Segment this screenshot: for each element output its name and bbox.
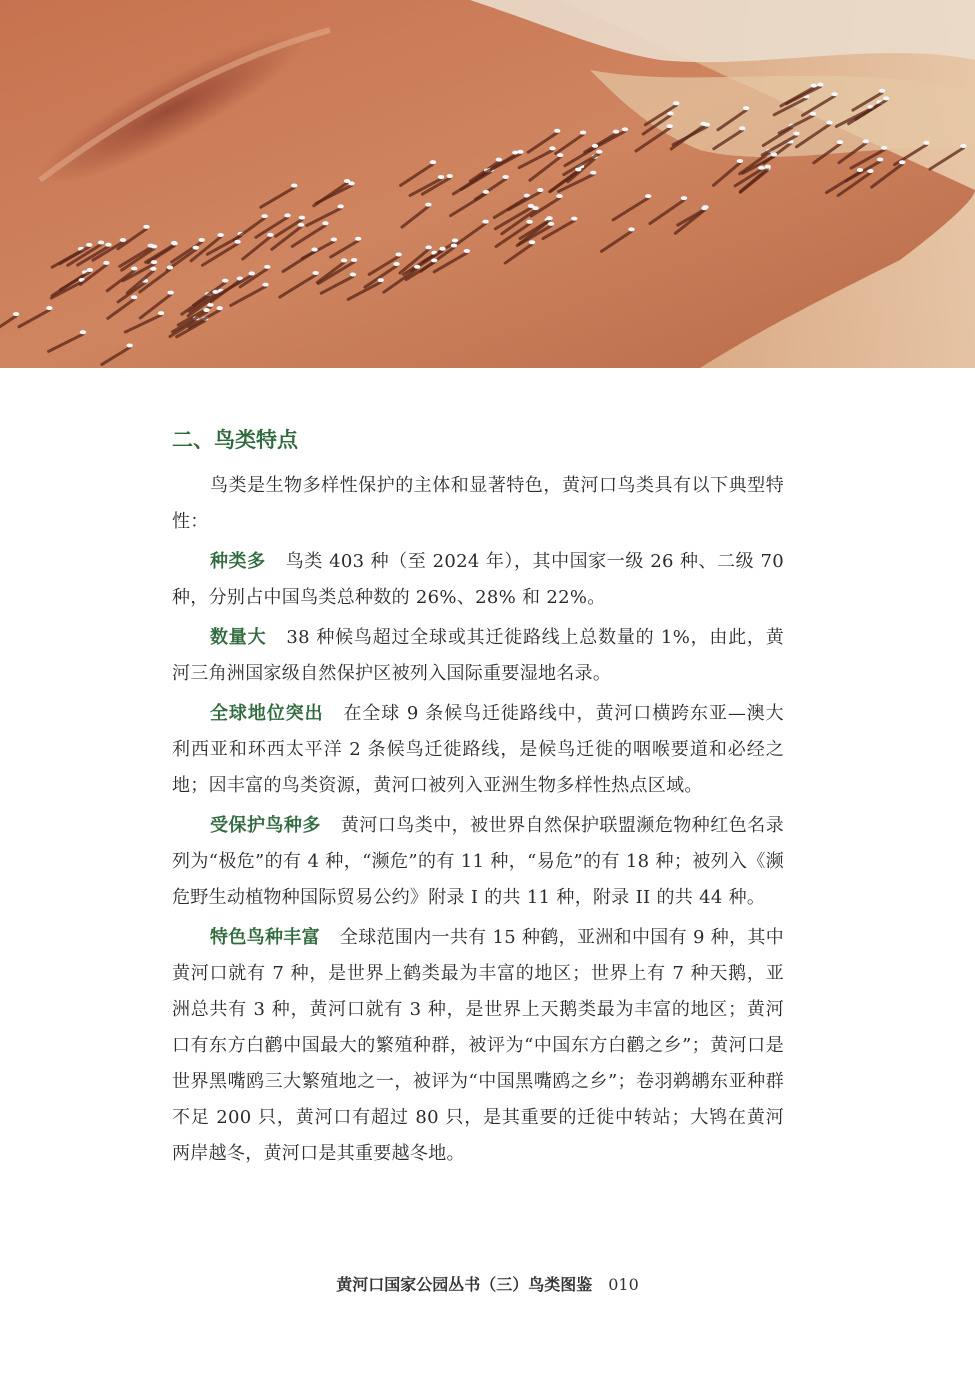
bird (351, 258, 357, 262)
bird (923, 141, 929, 145)
bird (87, 268, 93, 272)
feature-paragraph-characteristic-species (172, 920, 784, 1172)
bird (532, 206, 538, 210)
bird (483, 190, 489, 194)
bird (337, 204, 343, 208)
bird (261, 214, 267, 218)
feature-keyword: 数量大 (210, 627, 267, 648)
section-title: 二、鸟类特点 (172, 428, 298, 452)
bird (151, 260, 157, 264)
bird (438, 175, 444, 179)
bird (877, 157, 883, 161)
bird (312, 271, 318, 275)
bird (580, 131, 586, 135)
bird (344, 179, 350, 183)
bird (645, 194, 651, 198)
feature-keyword: 受保护鸟种多 (210, 815, 321, 836)
page-number: 010 (608, 1275, 639, 1294)
bird (341, 258, 347, 262)
bird (613, 130, 619, 134)
bird (452, 238, 458, 242)
bird (447, 174, 453, 178)
feature-keyword: 特色鸟种丰富 (210, 927, 320, 948)
bird (704, 123, 710, 127)
bird (673, 101, 679, 105)
bird (193, 246, 199, 250)
bird (430, 160, 436, 164)
bird (960, 144, 966, 148)
bird (350, 273, 356, 277)
bird (590, 171, 596, 175)
bird (395, 252, 401, 256)
bird (355, 237, 361, 241)
bird (517, 150, 523, 154)
feature-text: 黄河口鸟类中，被世界自然保护联盟濒危物种红色名录列为“极危”的有 4 种，“濒危”的有 11 种，“易危”的有 18 种；被列入《濒危野生动植物种国际贸易公约》附录 I 的共 11 种，附录 II 的共 44 种。 (172, 815, 784, 908)
bird (596, 150, 602, 154)
bird (793, 132, 799, 136)
bird (451, 243, 457, 247)
bird (431, 258, 437, 262)
footer-series-title: 黄河口国家公园丛书（三）鸟类图鉴 (336, 1275, 593, 1294)
bird (883, 96, 889, 100)
bird (556, 194, 562, 198)
bird (666, 124, 672, 128)
bird (217, 233, 223, 237)
bird (837, 140, 843, 144)
tidal-flat-illustration (0, 0, 975, 368)
bird (207, 303, 213, 307)
bird (464, 249, 470, 253)
bird (771, 153, 777, 157)
bird (98, 241, 104, 245)
bird (103, 261, 109, 265)
page-footer (0, 1272, 975, 1295)
bird (881, 146, 887, 150)
bird (171, 241, 177, 245)
bird (667, 111, 673, 115)
bird (299, 216, 305, 220)
bird (496, 158, 502, 162)
bird (126, 343, 132, 347)
bird (262, 283, 268, 287)
bird (826, 121, 832, 125)
bird (529, 240, 535, 244)
intro-paragraph: 鸟类是生物多样性保护的主体和显著特色，黄河口鸟类具有以下典型特性： (172, 475, 784, 532)
bird (817, 83, 823, 87)
feature-keyword: 全球地位突出 (210, 703, 324, 724)
bird (167, 266, 173, 270)
bird (425, 245, 431, 249)
bird (622, 127, 628, 131)
bird (548, 222, 554, 226)
bird (393, 262, 399, 266)
bird (13, 312, 19, 316)
bird (831, 92, 837, 96)
bird (765, 165, 771, 169)
bird (311, 248, 317, 252)
feature-paragraph-species (172, 544, 784, 616)
bird (322, 221, 328, 225)
bird (131, 267, 137, 271)
bird (212, 290, 218, 294)
bird (80, 330, 86, 334)
bird (105, 243, 111, 247)
bird (267, 233, 273, 237)
bird (554, 129, 560, 133)
bird (203, 308, 209, 312)
feature-text: 鸟类 403 种（至 2024 年），其中国家一级 26 种、二级 70 种，分别占中国鸟类总种数的 26%、28% 和 22%。 (172, 551, 784, 608)
bird (810, 112, 816, 116)
bird (216, 306, 222, 310)
bird (526, 220, 532, 224)
feature-text: 在全球 9 条候鸟迁徙路线中，黄河口横跨东亚—澳大利西亚和环西太平洋 2 条候鸟迁徙路线，是候鸟迁徙的咽喉要道和必经之地；因丰富的鸟类资源，黄河口被列入亚洲生物多样性热点区域。 (172, 703, 784, 796)
bird (143, 225, 149, 229)
bird (167, 291, 173, 295)
bird (857, 168, 863, 172)
bird (549, 146, 555, 150)
bird (131, 295, 137, 299)
bird (414, 265, 420, 269)
bird (86, 243, 92, 247)
bird (264, 265, 270, 269)
bird (592, 144, 598, 148)
bird (557, 153, 563, 157)
bird (546, 216, 552, 220)
bird (739, 126, 745, 130)
bird (482, 220, 488, 224)
bird (575, 167, 581, 171)
feature-text: 38 种候鸟超过全球或其迁徙路线上总数量的 1%，由此，黄河三角洲国家级自然保护区被列入国际重要湿地名录。 (172, 627, 784, 684)
bird (701, 206, 707, 210)
feature-keyword: 种类多 (210, 551, 266, 572)
bird (811, 84, 817, 88)
bird (439, 247, 445, 251)
aerial-bird-photo (0, 0, 975, 368)
bird (681, 196, 687, 200)
bird (502, 175, 508, 179)
bird (863, 139, 869, 143)
bird (378, 278, 384, 282)
bird (571, 217, 577, 221)
bird (120, 238, 126, 242)
bird (628, 227, 634, 231)
feature-paragraph-protected-species (172, 808, 784, 916)
bird (234, 240, 240, 244)
bird (248, 271, 254, 275)
feature-paragraph-global-status (172, 696, 784, 804)
bird (158, 311, 164, 315)
bird (425, 203, 431, 207)
bird (46, 306, 52, 310)
bird (737, 159, 743, 163)
bird (879, 89, 885, 93)
bird (151, 244, 157, 248)
bird (298, 223, 304, 227)
bird (537, 188, 543, 192)
bird (899, 160, 905, 164)
feature-text: 全球范围内一共有 15 种鹤，亚洲和中国有 9 种，其中黄河口就有 7 种，是世界上鹤类最为丰富的地区；世界上有 7 种天鹅，亚洲总共有 3 种，黄河口就有 3 种，是世界上天鹅类最为丰富的地区；黄河口有东方白鹳中国最大的繁殖种群，被评为“中国东方白鹳之乡”；黄河口是世界黑嘴鸥三大繁殖地之一，被评为“中国黑嘴鸥之乡”；卷羽鹈鹕东亚种群不足 200 只，黄河口有超过 80 只，是其重要的迁徙中转站；大鸨在黄河两岸越冬，黄河口是其重要越冬地。 (172, 927, 785, 1164)
bird (284, 213, 290, 217)
bird (291, 184, 297, 188)
main-content (172, 420, 784, 1176)
feature-paragraph-quantity (172, 620, 784, 692)
bird (222, 279, 228, 283)
bird (331, 237, 337, 241)
bird (743, 106, 749, 110)
bird (199, 238, 205, 242)
